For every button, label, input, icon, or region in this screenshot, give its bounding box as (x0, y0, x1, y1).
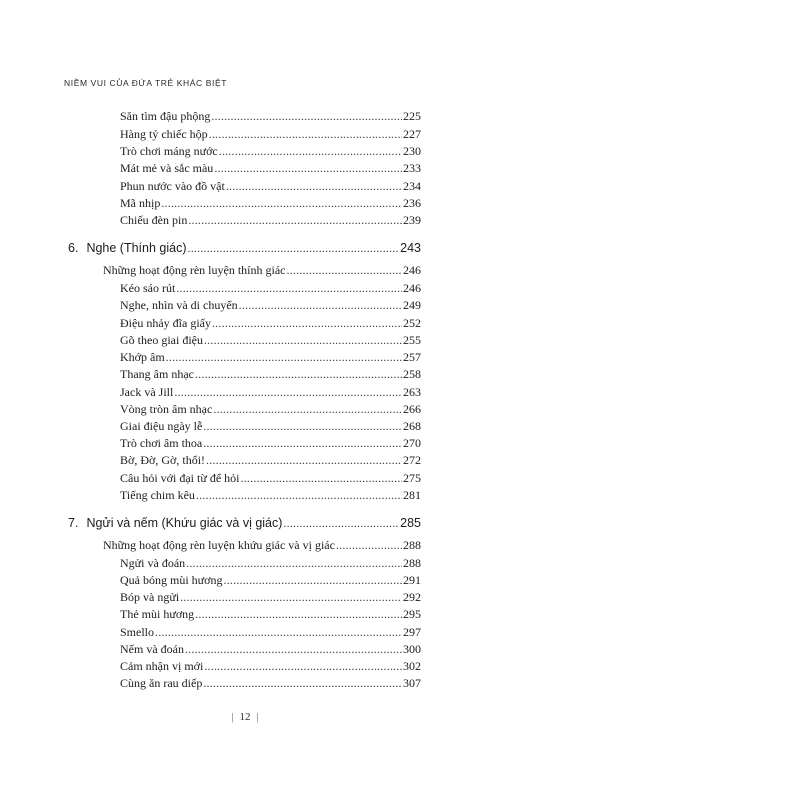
toc-page-number: 255 (403, 333, 421, 347)
dot-leader (239, 298, 402, 312)
toc-entry-label: Săn tìm đậu phộng (120, 109, 211, 123)
toc-entry-label: Bờ, Đờ, Gờ, thổi! (120, 453, 206, 467)
toc-page-number: 297 (403, 625, 421, 639)
folio-number: 12 (239, 711, 251, 723)
toc-page-number: 257 (403, 350, 421, 364)
toc-entry-label: Khớp âm (120, 350, 165, 364)
toc-entry-label: Phun nước vào đồ vật (120, 179, 225, 193)
toc-section[interactable] (103, 263, 421, 277)
toc-entry[interactable] (120, 419, 421, 433)
toc-page-number: 272 (403, 453, 421, 467)
toc-entry-label: Gõ theo giai điệu (120, 333, 203, 347)
toc-entry[interactable] (120, 161, 421, 175)
toc-entry[interactable] (120, 659, 421, 673)
toc-entry-label: Cùng ăn rau diếp (120, 676, 203, 690)
toc-page-number: 246 (403, 281, 421, 295)
toc-page-number: 230 (403, 144, 421, 158)
dot-leader (188, 241, 400, 255)
toc-entry[interactable] (120, 590, 421, 604)
dot-leader (214, 161, 402, 175)
toc-entry-label: Quả bóng mùi hương (120, 573, 223, 587)
toc-entry-label: Giai điệu ngày lễ (120, 419, 203, 433)
toc-page-number: 239 (403, 213, 421, 227)
toc-page-number: 291 (403, 573, 421, 587)
toc-entry-label: Hàng tỷ chiếc hộp (120, 127, 208, 141)
dot-leader (188, 213, 402, 227)
toc-entry-label: Ngửi và đoán (120, 556, 186, 570)
toc-section-label: Những hoạt động rèn luyện khứu giác và vị giác (103, 538, 335, 552)
dot-leader (203, 419, 402, 433)
toc-page-number: 281 (403, 488, 421, 502)
dot-leader (176, 281, 402, 295)
toc-page-number: 302 (403, 659, 421, 673)
toc-entry[interactable] (120, 179, 421, 193)
toc-page-number: 300 (403, 642, 421, 656)
toc-page-number: 234 (403, 179, 421, 193)
toc-entry-label: Tiếng chim kêu (120, 488, 195, 502)
toc-entry[interactable] (120, 453, 421, 467)
toc-entry[interactable] (120, 367, 421, 381)
dot-leader (336, 538, 402, 552)
toc-page-number: 295 (403, 607, 421, 621)
toc-entry[interactable] (120, 471, 421, 485)
dot-leader (204, 333, 402, 347)
toc-entry-label: Thang âm nhạc (120, 367, 194, 381)
dot-leader (166, 350, 402, 364)
toc-entry[interactable] (120, 109, 421, 123)
toc-page-number: 246 (403, 263, 421, 277)
chapter-title-text: Nghe (Thính giác) (86, 241, 187, 255)
toc-entry-label: Vòng tròn âm nhạc (120, 402, 213, 416)
dot-leader (180, 590, 402, 604)
dot-leader (283, 516, 399, 530)
toc-entry[interactable] (120, 144, 421, 158)
chapter-title-text: Ngửi và nếm (Khứu giác và vị giác) (86, 516, 283, 530)
dot-leader (219, 144, 402, 158)
dot-leader (213, 402, 402, 416)
toc-entry[interactable] (120, 642, 421, 656)
toc-section[interactable] (103, 538, 421, 552)
toc-entry-label: Mát mẻ và sắc màu (120, 161, 214, 175)
toc-entry[interactable] (120, 127, 421, 141)
chapter-number: 7. (68, 516, 79, 530)
folio-divider: | (231, 711, 234, 723)
toc-entry[interactable] (120, 316, 421, 330)
toc-entry-label: Mã nhịp (120, 196, 161, 210)
dot-leader (286, 263, 402, 277)
dot-leader (174, 385, 402, 399)
toc-entry[interactable] (120, 333, 421, 347)
toc-page-number: 275 (403, 471, 421, 485)
dot-leader (185, 642, 402, 656)
toc-entry-label: Trò chơi âm thoa (120, 436, 203, 450)
toc-entry[interactable] (120, 213, 421, 227)
toc-entry[interactable] (120, 488, 421, 502)
dot-leader (203, 676, 402, 690)
toc-entry-label: Kéo sáo rút (120, 281, 176, 295)
toc-entry-label: Bóp và ngửi (120, 590, 180, 604)
dot-leader (195, 367, 402, 381)
dot-leader (206, 453, 402, 467)
running-head: NIỀM VUI CỦA ĐỨA TRẺ KHÁC BIỆT (64, 78, 228, 88)
toc-entry-label: Câu hỏi với đại từ để hỏi (120, 471, 240, 485)
toc-page-number: 268 (403, 419, 421, 433)
dot-leader (212, 316, 402, 330)
toc-page-number: 270 (403, 436, 421, 450)
dot-leader (155, 625, 402, 639)
dot-leader (226, 179, 402, 193)
toc-entry-label: Thẻ mùi hương (120, 607, 195, 621)
toc-page-number: 233 (403, 161, 421, 175)
toc-entry[interactable] (120, 436, 421, 450)
toc-entry[interactable] (120, 625, 421, 639)
toc-entry[interactable] (120, 385, 421, 399)
toc-entry[interactable] (120, 196, 421, 210)
toc-entry-label: Nếm và đoán (120, 642, 184, 656)
toc-page-number: 227 (403, 127, 421, 141)
folio-divider: | (256, 711, 259, 723)
toc-entry-label: Trò chơi máng nước (120, 144, 218, 158)
toc-page-number: 307 (403, 676, 421, 690)
toc-entry-label: Smello (120, 625, 155, 639)
dot-leader (224, 573, 402, 587)
toc-entry[interactable] (120, 607, 421, 621)
toc-chapter-6[interactable] (68, 241, 421, 255)
toc-page-number: 243 (400, 241, 421, 255)
toc-page-number: 225 (403, 109, 421, 123)
toc-page-number: 288 (403, 538, 421, 552)
toc-page-number: 285 (400, 516, 421, 530)
dot-leader (196, 488, 402, 502)
dot-leader (195, 607, 402, 621)
toc-entry-label: Jack và Jill (120, 385, 174, 399)
toc-page-number: 288 (403, 556, 421, 570)
toc-chapter-7[interactable] (68, 516, 421, 530)
dot-leader (211, 109, 402, 123)
dot-leader (203, 436, 402, 450)
toc-entry[interactable] (120, 298, 421, 312)
toc-page-number: 258 (403, 367, 421, 381)
toc-entry[interactable] (120, 402, 421, 416)
toc-entry[interactable] (120, 281, 421, 295)
toc-page-number: 292 (403, 590, 421, 604)
toc-entry[interactable] (120, 556, 421, 570)
toc-section-label: Những hoạt động rèn luyện thính giác (103, 263, 286, 277)
toc-entry[interactable] (120, 676, 421, 690)
toc-page-number: 249 (403, 298, 421, 312)
dot-leader (161, 196, 402, 210)
dot-leader (209, 127, 402, 141)
toc-entry-label: Chiếu đèn pin (120, 213, 188, 227)
toc-entry-label: Điệu nhảy đĩa giấy (120, 316, 211, 330)
toc-page-number: 252 (403, 316, 421, 330)
chapter-number: 6. (68, 241, 79, 255)
toc-entry[interactable] (120, 573, 421, 587)
dot-leader (241, 471, 402, 485)
toc-page-number: 266 (403, 402, 421, 416)
toc-page-number: 236 (403, 196, 421, 210)
page-number-footer (0, 711, 490, 723)
toc-entry-label: Nghe, nhìn và di chuyển (120, 298, 238, 312)
toc-entry-label: Cảm nhận vị mới (120, 659, 204, 673)
chapter-title (68, 516, 283, 530)
toc-page-number: 263 (403, 385, 421, 399)
dot-leader (186, 556, 402, 570)
dot-leader (204, 659, 402, 673)
chapter-title (68, 241, 188, 255)
toc-entry[interactable] (120, 350, 421, 364)
